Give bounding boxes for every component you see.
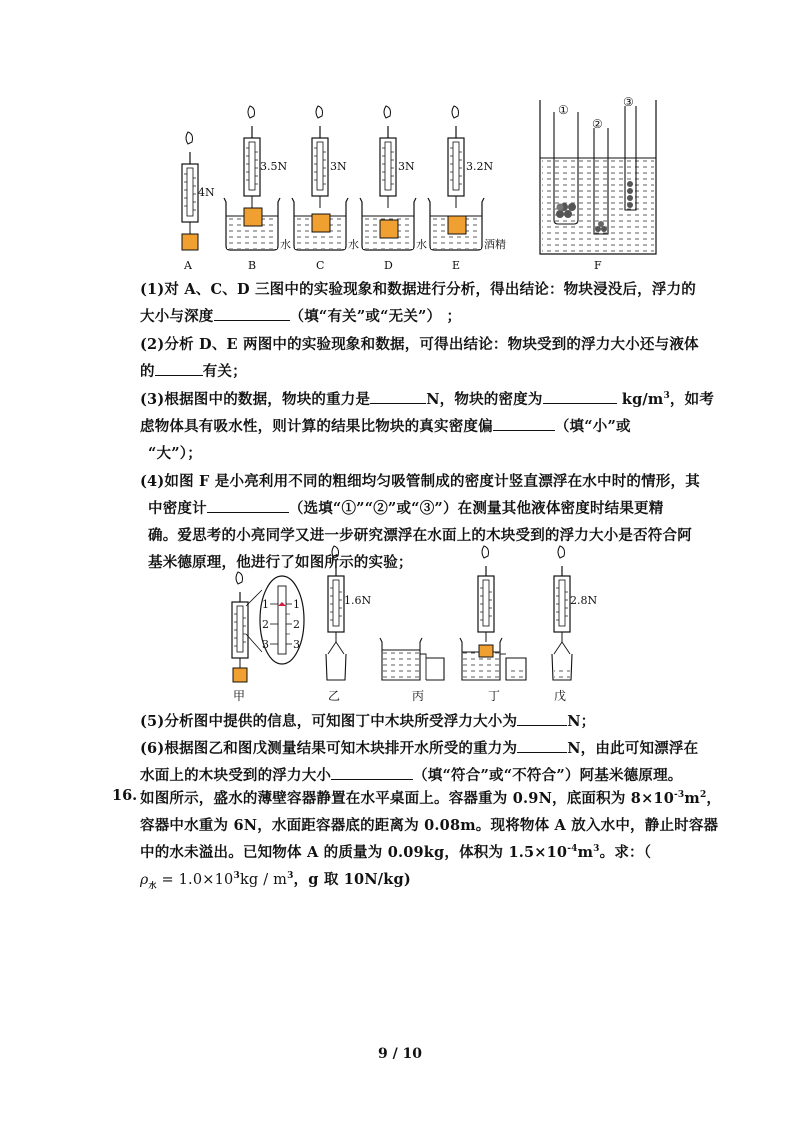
panel-yi-label: 乙 xyxy=(328,689,341,703)
q15-part3-text-f: （填“小”或 xyxy=(554,418,631,435)
q16-text-4unit: kg / m xyxy=(239,872,288,888)
q15-part2-line2 xyxy=(140,360,247,381)
panel-a-reading: 4N xyxy=(198,186,215,199)
scale-label-2-right: 2 xyxy=(293,618,300,631)
q15-part3-text: (3)根据图中的数据，物块的重力是 xyxy=(140,391,371,408)
q16-sup-4b: 3 xyxy=(287,871,294,882)
tube-1-label: ① xyxy=(558,103,569,117)
q15-part4-text-b: 中密度计 xyxy=(148,500,207,517)
q15-part3-line1 xyxy=(140,388,714,409)
q16-text-4tail: ，g 取 10N/kg) xyxy=(293,871,411,888)
panel-d-liquid: 水 xyxy=(416,238,427,251)
q15-part1-text: (1)对 A、C、D 三图中的实验现象和数据进行分析，得出结论：物块浸没后，浮力的 xyxy=(140,281,696,298)
q15-part3-text-e: 虑物体具有吸水性，则计算的结果比物块的真实密度偏 xyxy=(140,418,493,435)
q16-text-3b: m xyxy=(577,844,594,861)
answer-blank-weight[interactable] xyxy=(370,389,426,404)
q15-part2-text: (2)分析 D、E 两图中的实验现象和数据，可得出结论：物块受到的浮力大小还与液体 xyxy=(140,336,699,353)
q15-part4-line3 xyxy=(148,524,692,545)
q16-text-3c: 。求：（ xyxy=(599,844,652,861)
panel-e-letter: E xyxy=(452,259,461,272)
q15-part2-line1 xyxy=(140,333,699,354)
q15-part4-text-c: （选填“①”“②”或“③”）在测量其他液体密度时结果更精 xyxy=(288,500,664,517)
panel-b-letter: B xyxy=(248,259,257,272)
panel-bing xyxy=(380,638,444,703)
q16-line2 xyxy=(140,814,718,835)
q15-part6-line2 xyxy=(140,764,682,785)
q16-sup-3b: 3 xyxy=(593,844,600,855)
panel-d-reading: 3N xyxy=(398,160,415,173)
answer-blank-tube[interactable] xyxy=(207,498,289,513)
q16-line1 xyxy=(140,787,721,808)
q15-part2-text-b: 的 xyxy=(140,363,155,380)
panel-f-letter: F xyxy=(594,259,602,272)
q15-part6-line1 xyxy=(140,737,698,758)
q16-sup-3: -4 xyxy=(567,844,578,855)
panel-wu-reading: 2.8N xyxy=(570,594,598,607)
panel-a-letter: A xyxy=(184,259,192,272)
figure-wood-block-experiment xyxy=(222,554,602,706)
q16-text-4eq: = 1.0×10 xyxy=(156,872,234,888)
answer-blank-density[interactable] xyxy=(543,389,617,404)
q16-sup-1b: 2 xyxy=(699,790,707,801)
answer-blank-archimedes[interactable] xyxy=(331,765,413,780)
panel-ding-label: 丁 xyxy=(488,689,501,703)
panel-e-reading: 3.2N xyxy=(466,160,494,173)
panel-yi-reading: 1.6N xyxy=(344,594,372,607)
scale-label-1-right: 1 xyxy=(293,598,300,611)
q16-line3 xyxy=(140,841,651,862)
q15-part2-text-c: 有关； xyxy=(202,363,247,380)
q15-part1-text-b: 大小与深度 xyxy=(140,308,214,325)
scale-label-1: 1 xyxy=(262,598,269,611)
panel-ding xyxy=(460,546,526,703)
q15-part3-text-g: “大”）； xyxy=(148,445,202,462)
answer-blank-displaced[interactable] xyxy=(517,738,567,753)
q15-part4-text-d: 确。爱思考的小亮同学又进一步研究漂浮在水面上的木块受到的浮力大小是否符合阿 xyxy=(148,527,692,544)
answer-blank-depth[interactable] xyxy=(214,306,290,321)
rho-symbol: ρ xyxy=(140,872,149,888)
panel-a xyxy=(182,132,215,272)
q15-part5-text-b: N； xyxy=(567,713,596,730)
figure2-svg xyxy=(222,554,602,706)
panel-b-reading: 3.5N xyxy=(260,160,288,173)
panel-d-letter: D xyxy=(384,259,393,272)
q15-part3-text-b: N，物块的密度为 xyxy=(426,391,543,408)
q16-line4 xyxy=(140,868,411,891)
panel-e xyxy=(428,106,506,272)
q15-part3-line3 xyxy=(148,442,202,463)
panel-c-letter: C xyxy=(316,259,325,272)
q15-part6-text: (6)根据图乙和图戊测量结果可知木块排开水所受的重力为 xyxy=(140,740,518,757)
q16-sup-1: -3 xyxy=(674,790,685,801)
panel-c-reading: 3N xyxy=(330,160,347,173)
panel-b-liquid: 水 xyxy=(280,238,291,251)
panel-wu-label: 戊 xyxy=(554,689,567,703)
page-number: 9 / 10 xyxy=(377,1046,423,1062)
scale-label-2: 2 xyxy=(262,618,269,631)
q15-part4-text: (4)如图 F 是小亮利用不同的粗细均匀吸管制成的密度计竖直漂浮在水中时的情形，其 xyxy=(140,473,700,490)
panel-f xyxy=(540,95,656,272)
figure-buoyancy-experiment xyxy=(170,92,690,274)
panel-jia xyxy=(232,572,304,703)
tube-3-label: ③ xyxy=(623,95,634,109)
answer-blank-liquid[interactable] xyxy=(155,361,203,376)
answer-blank-buoyancy[interactable] xyxy=(517,711,567,726)
panel-yi xyxy=(326,546,371,703)
panel-c-liquid: 水 xyxy=(348,238,359,251)
q16-text-1b: m xyxy=(684,790,700,807)
q16-text-2: 容器中水重为 6N，水面距容器底的距离为 0.08m。现将物体 A 放入水中，静止时容器 xyxy=(140,817,719,834)
q16-text-1a: 如图所示，盛水的薄壁容器静置在水平桌面上。容器重为 0.9N，底面积为 8×10 xyxy=(140,790,674,807)
q15-part4-line1 xyxy=(140,470,700,491)
panel-e-liquid: 酒精 xyxy=(484,238,506,251)
q16-text-3a: 中的水未溢出。已知物体 A 的质量为 0.09kg，体积为 1.5×10 xyxy=(140,844,568,861)
q15-part4-text-e: 基米德原理，他进行了如图所示的实验； xyxy=(148,554,413,571)
q16-text-1c: ， xyxy=(706,790,722,807)
q15-part3-line2 xyxy=(140,415,631,436)
panel-wu xyxy=(552,546,597,703)
panel-jia-label: 甲 xyxy=(233,689,246,703)
panel-b xyxy=(224,106,291,272)
scale-label-3-right: 3 xyxy=(293,638,300,651)
scale-label-3: 3 xyxy=(262,638,269,651)
panel-c xyxy=(292,106,359,272)
q15-part5-line xyxy=(140,710,595,731)
panel-bing-label: 丙 xyxy=(412,689,425,703)
q15-part5-text: (5)分析图中提供的信息，可知图丁中木块所受浮力大小为 xyxy=(140,713,518,730)
q15-part6-text-c: 水面上的木块受到的浮力大小 xyxy=(140,767,332,784)
q15-part6-text-d: （填“符合”或“不符合”）阿基米德原理。 xyxy=(413,767,683,784)
q15-part3-text-d: ，如考 xyxy=(669,391,715,408)
figure1-svg xyxy=(170,92,690,274)
q16-sup-4: 3 xyxy=(233,871,240,882)
tube-2-label: ② xyxy=(592,117,603,131)
q15-part1-text-c: （填“有关”或“无关”） ； xyxy=(289,308,462,325)
q15-part1-line1 xyxy=(140,278,696,299)
q15-part4-line2 xyxy=(148,497,663,518)
q15-part1-line2 xyxy=(140,305,461,326)
panel-d xyxy=(360,106,427,272)
q16-number: 16. xyxy=(112,787,138,804)
rho-subscript: 水 xyxy=(148,879,157,890)
answer-blank-bias[interactable] xyxy=(493,416,555,431)
q15-part3-unit-sup: 3 xyxy=(663,391,670,402)
q15-part6-text-b: N，由此可知漂浮在 xyxy=(567,740,699,757)
q15-part3-unit: kg/m xyxy=(621,391,664,408)
